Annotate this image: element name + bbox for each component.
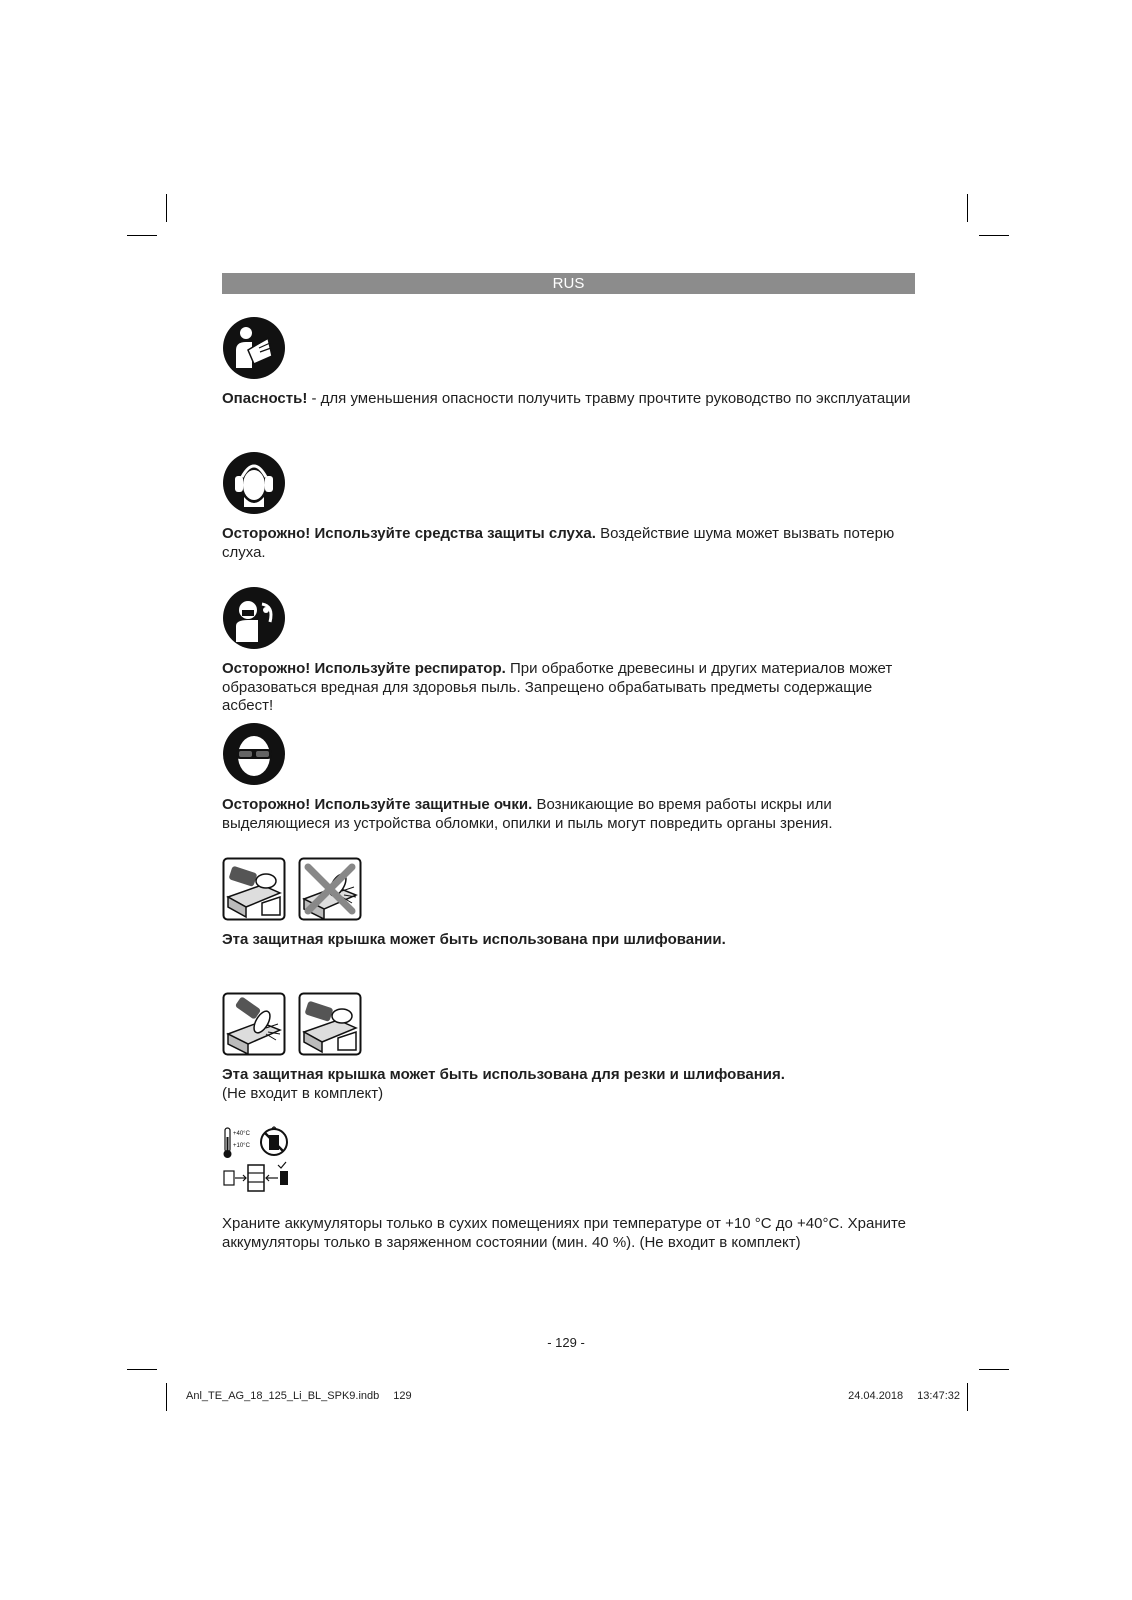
battery-storage-icon [222,1125,292,1193]
crop-mark [166,194,167,222]
warning-text: Осторожно! Используйте средства защиты слуха. Воздействие шума может вызвать потерю слуха. [222,525,895,561]
safety-goggles-icon [222,722,286,786]
temp-high-label: +40°C [233,1131,250,1137]
cutting-allowed-icon [222,992,286,1056]
crop-mark [967,1383,968,1411]
warning-text: Осторожно! Используйте защитные очки. Возникающие во время работы искры или выделяющиеся из устройства обломки, опилки и пыль могут повредить органы зрения. [222,796,833,832]
grinding-allowed-icon [298,992,362,1056]
footer-file-info [186,1390,412,1402]
warning-respirator [222,586,917,716]
crop-mark [166,1383,167,1411]
cutting-not-allowed-icon [298,857,362,921]
crop-mark [127,1369,157,1370]
warning-safety-goggles [222,722,917,833]
info-text: Храните аккумуляторы только в сухих помещениях при температуре от +10 °C до +40°C. Храните аккумуляторы только в заряженном состоянии (мин. 40 %). (Не входит в комплект) [222,1215,907,1251]
info-guard-grinding [222,857,917,950]
footer-page: 129 [393,1390,412,1402]
footer-date: 24.04.2018 [848,1390,904,1402]
info-battery-storage [222,1125,917,1252]
warning-text: Опасность! - для уменьшения опасности получить травму прочтите руководство по эксплуатации [222,390,911,407]
footer-timestamp [848,1390,960,1402]
crop-mark [967,194,968,222]
ear-protection-icon [222,451,286,515]
footer-time: 13:47:32 [917,1390,960,1402]
read-manual-icon [222,316,286,380]
page-number: - 129 - [547,1335,585,1350]
temp-low-label: +10°C [233,1143,250,1149]
crop-mark [979,235,1009,236]
warning-read-manual [222,316,917,409]
crop-mark [127,235,157,236]
grinding-allowed-icon [222,857,286,921]
warning-ear-protection [222,451,917,562]
crop-mark [979,1369,1009,1370]
info-text: Эта защитная крышка может быть использована для резки и шлифования. (Не входит в комплект) [222,1066,785,1102]
respirator-icon [222,586,286,650]
info-guard-cutting-grinding [222,992,917,1103]
language-header: RUS [222,273,915,294]
info-text: Эта защитная крышка может быть использована при шлифовании. [222,931,726,948]
footer-filename: Anl_TE_AG_18_125_Li_BL_SPK9.indb [186,1390,380,1402]
warning-text: Осторожно! Используйте респиратор. При обработке древесины и других материалов может образоваться вредная для здоровья пыль. Запрещено обрабатывать предметы содержащие асбест! [222,660,893,714]
